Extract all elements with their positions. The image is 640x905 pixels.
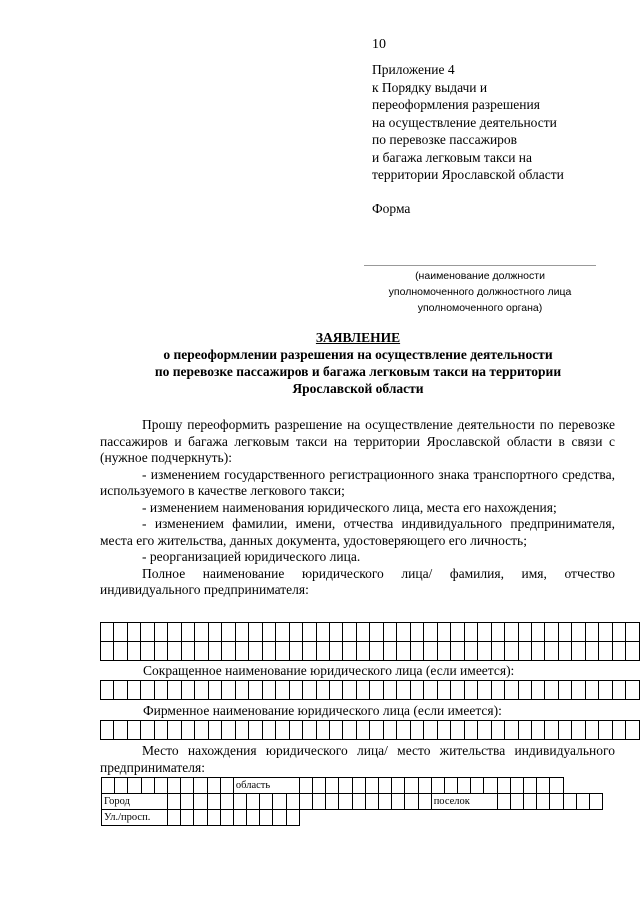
- letter-cell[interactable]: [464, 681, 477, 700]
- letter-cell[interactable]: [343, 642, 356, 661]
- letter-cell[interactable]: [141, 681, 154, 700]
- letter-cell[interactable]: [195, 623, 208, 642]
- letter-cell[interactable]: [383, 642, 396, 661]
- official-caption: [364, 268, 596, 316]
- letter-cell[interactable]: [505, 623, 518, 642]
- letter-cell[interactable]: [195, 642, 208, 661]
- address-row-city: [102, 794, 603, 810]
- region-label: область: [233, 778, 299, 794]
- letter-cell[interactable]: [572, 623, 585, 642]
- grid-row: [101, 642, 640, 661]
- letter-cell[interactable]: [397, 721, 410, 740]
- letter-cell[interactable]: [397, 642, 410, 661]
- letter-cell[interactable]: [303, 623, 316, 642]
- letter-cell[interactable]: [585, 721, 598, 740]
- letter-cell[interactable]: [558, 681, 571, 700]
- letter-cell[interactable]: [262, 681, 275, 700]
- letter-cell[interactable]: [101, 681, 114, 700]
- letter-cell[interactable]: [127, 681, 140, 700]
- appendix-line: Приложение 4: [372, 62, 455, 77]
- letter-cell[interactable]: [410, 642, 423, 661]
- letter-cell[interactable]: [329, 623, 342, 642]
- letter-cell[interactable]: [127, 721, 140, 740]
- letter-cell[interactable]: [127, 623, 140, 642]
- letter-cell[interactable]: [505, 681, 518, 700]
- letter-cell[interactable]: [208, 721, 221, 740]
- grid-row: [101, 681, 640, 700]
- letter-cell[interactable]: [491, 681, 504, 700]
- letter-cell[interactable]: [545, 681, 558, 700]
- letter-cell[interactable]: [410, 681, 423, 700]
- official-caption-line: уполномоченного должностного лица: [388, 286, 572, 298]
- letter-cell[interactable]: [222, 721, 235, 740]
- letter-cell[interactable]: [518, 681, 531, 700]
- city-label: Город: [102, 794, 168, 810]
- letter-cell[interactable]: [154, 721, 167, 740]
- letter-cell[interactable]: [612, 681, 625, 700]
- letter-cell[interactable]: [222, 642, 235, 661]
- letter-cell[interactable]: [599, 623, 612, 642]
- letter-cell[interactable]: [154, 642, 167, 661]
- letter-cell[interactable]: [410, 721, 423, 740]
- letter-cell[interactable]: [464, 623, 477, 642]
- request-paragraph: Прошу переоформить разрешение на осуществление деятельности по перевозке пассажиров и багажа легковым такси на территории Ярославской области в связи с (нужное подчеркнуть):: [100, 417, 615, 465]
- letter-cell[interactable]: [545, 623, 558, 642]
- letter-cell[interactable]: [235, 623, 248, 642]
- letter-cell[interactable]: [437, 623, 450, 642]
- letter-cell[interactable]: [222, 623, 235, 642]
- letter-cell[interactable]: [505, 642, 518, 661]
- letter-cell[interactable]: [235, 681, 248, 700]
- letter-cell[interactable]: [316, 642, 329, 661]
- letter-cell[interactable]: [262, 623, 275, 642]
- letter-cell[interactable]: [141, 642, 154, 661]
- letter-cell[interactable]: [424, 623, 437, 642]
- option-name-change[interactable]: - изменением наименования юридического лица, места его нахождения;: [142, 499, 557, 515]
- letter-cell[interactable]: [478, 721, 491, 740]
- letter-cell[interactable]: [518, 642, 531, 661]
- document-title: [100, 329, 616, 397]
- letter-cell[interactable]: [572, 642, 585, 661]
- firm-name-grid[interactable]: [100, 720, 640, 740]
- letter-cell[interactable]: [464, 721, 477, 740]
- address-row-street: [102, 810, 603, 826]
- letter-cell[interactable]: [181, 623, 194, 642]
- official-caption-line: (наименование должности: [415, 270, 545, 282]
- letter-cell[interactable]: [235, 721, 248, 740]
- appendix-line: территории Ярославской области: [372, 167, 564, 182]
- letter-cell[interactable]: [329, 642, 342, 661]
- letter-cell[interactable]: [545, 642, 558, 661]
- letter-cell[interactable]: [505, 721, 518, 740]
- letter-cell[interactable]: [451, 681, 464, 700]
- page-number: 10: [372, 37, 386, 52]
- letter-cell[interactable]: [558, 642, 571, 661]
- letter-cell[interactable]: [141, 623, 154, 642]
- appendix-line: по перевозке пассажиров: [372, 132, 518, 147]
- letter-cell[interactable]: [276, 642, 289, 661]
- letter-cell[interactable]: [491, 642, 504, 661]
- letter-cell[interactable]: [208, 642, 221, 661]
- letter-cell[interactable]: [195, 721, 208, 740]
- appendix-line: к Порядку выдачи и: [372, 79, 488, 95]
- letter-cell[interactable]: [289, 681, 302, 700]
- official-caption-line: уполномоченного органа): [417, 302, 543, 314]
- letter-cell[interactable]: [168, 721, 181, 740]
- letter-cell[interactable]: [154, 681, 167, 700]
- letter-cell[interactable]: [316, 623, 329, 642]
- letter-cell[interactable]: [181, 721, 194, 740]
- letter-cell[interactable]: [316, 681, 329, 700]
- letter-cell[interactable]: [208, 623, 221, 642]
- letter-cell[interactable]: [612, 623, 625, 642]
- letter-cell[interactable]: [101, 721, 114, 740]
- letter-cell[interactable]: [383, 721, 396, 740]
- letter-cell[interactable]: [356, 623, 369, 642]
- grid-row: [101, 721, 640, 740]
- letter-cell[interactable]: [262, 642, 275, 661]
- letter-cell[interactable]: [343, 681, 356, 700]
- letter-cell[interactable]: [208, 681, 221, 700]
- letter-cell[interactable]: [532, 721, 545, 740]
- letter-cell[interactable]: [397, 681, 410, 700]
- letter-cell[interactable]: [249, 642, 262, 661]
- letter-cell[interactable]: [585, 642, 598, 661]
- short-name-grid[interactable]: [100, 680, 640, 700]
- letter-cell[interactable]: [356, 721, 369, 740]
- grid-row: [101, 623, 640, 642]
- letter-cell[interactable]: [626, 623, 640, 642]
- letter-cell[interactable]: [626, 681, 640, 700]
- letter-cell[interactable]: [276, 623, 289, 642]
- letter-cell[interactable]: [114, 681, 127, 700]
- letter-cell[interactable]: [154, 623, 167, 642]
- letter-cell[interactable]: [141, 721, 154, 740]
- letter-cell[interactable]: [356, 642, 369, 661]
- letter-cell[interactable]: [410, 623, 423, 642]
- letter-cell[interactable]: [329, 681, 342, 700]
- location-label-block: [100, 743, 615, 776]
- option-plate-change[interactable]: - изменением государственного регистрационного знака транспортного средства, используемого в качестве легкового такси;: [100, 466, 615, 498]
- option-reorganization[interactable]: - реорганизацией юридического лица.: [142, 549, 361, 564]
- letter-cell[interactable]: [599, 721, 612, 740]
- letter-cell[interactable]: [464, 642, 477, 661]
- letter-cell[interactable]: [195, 681, 208, 700]
- letter-cell[interactable]: [222, 681, 235, 700]
- appendix-header: [372, 61, 564, 184]
- letter-cell[interactable]: [276, 681, 289, 700]
- letter-cell[interactable]: [424, 681, 437, 700]
- address-grid[interactable]: [101, 777, 603, 826]
- firm-name-label: Фирменное наименование юридического лица (если имеется):: [143, 703, 502, 718]
- statement-body: [100, 417, 615, 599]
- address-row-region: [102, 778, 603, 794]
- letter-cell[interactable]: [545, 721, 558, 740]
- letter-cell[interactable]: [478, 681, 491, 700]
- letter-cell[interactable]: [518, 721, 531, 740]
- short-name-label: Сокращенное наименование юридического лица (если имеется):: [143, 663, 515, 678]
- official-signature-line: [364, 265, 596, 266]
- letter-cell[interactable]: [585, 681, 598, 700]
- letter-cell[interactable]: [370, 642, 383, 661]
- appendix-line: и багажа легковым такси на: [372, 149, 533, 165]
- letter-cell[interactable]: [424, 721, 437, 740]
- letter-cell[interactable]: [451, 721, 464, 740]
- letter-cell[interactable]: [370, 681, 383, 700]
- title-line: по перевозке пассажиров и багажа легковым такси на территории: [154, 364, 562, 379]
- letter-cell[interactable]: [289, 623, 302, 642]
- full-name-label: Полное наименование юридического лица/ фамилия, имя, отчество индивидуального предпринимателя:: [100, 565, 615, 597]
- letter-cell[interactable]: [101, 642, 114, 661]
- title-main: ЗАЯВЛЕНИЕ: [315, 330, 401, 345]
- letter-cell[interactable]: [316, 721, 329, 740]
- letter-cell[interactable]: [585, 623, 598, 642]
- letter-cell[interactable]: [303, 642, 316, 661]
- letter-cell[interactable]: [383, 681, 396, 700]
- letter-cell[interactable]: [127, 642, 140, 661]
- location-label: Место нахождения юридического лица/ место жительства индивидуального предпринимателя:: [100, 743, 615, 775]
- option-entrepreneur-change[interactable]: - изменением фамилии, имени, отчества индивидуального предпринимателя, места его жительства, данных документа, удостоверяющего его личность;: [100, 516, 615, 548]
- letter-cell[interactable]: [343, 721, 356, 740]
- letter-cell[interactable]: [518, 623, 531, 642]
- letter-cell[interactable]: [599, 681, 612, 700]
- letter-cell[interactable]: [437, 721, 450, 740]
- letter-cell[interactable]: [397, 623, 410, 642]
- letter-cell[interactable]: [356, 681, 369, 700]
- letter-cell[interactable]: [181, 681, 194, 700]
- letter-cell[interactable]: [626, 721, 640, 740]
- letter-cell[interactable]: [478, 642, 491, 661]
- letter-cell[interactable]: [370, 721, 383, 740]
- letter-cell[interactable]: [572, 721, 585, 740]
- letter-cell[interactable]: [168, 642, 181, 661]
- street-label: Ул./просп.: [102, 810, 168, 826]
- letter-cell[interactable]: [451, 623, 464, 642]
- letter-cell[interactable]: [168, 681, 181, 700]
- letter-cell[interactable]: [303, 721, 316, 740]
- letter-cell[interactable]: [276, 721, 289, 740]
- letter-cell[interactable]: [370, 623, 383, 642]
- letter-cell[interactable]: [626, 642, 640, 661]
- form-label: Форма: [372, 201, 411, 216]
- letter-cell[interactable]: [303, 681, 316, 700]
- letter-cell[interactable]: [558, 623, 571, 642]
- letter-cell[interactable]: [168, 623, 181, 642]
- letter-cell[interactable]: [289, 642, 302, 661]
- letter-cell[interactable]: [532, 681, 545, 700]
- letter-cell[interactable]: [437, 681, 450, 700]
- full-name-grid[interactable]: [100, 622, 640, 661]
- letter-cell[interactable]: [262, 721, 275, 740]
- appendix-line: на осуществление деятельности: [372, 114, 557, 130]
- letter-cell[interactable]: [114, 642, 127, 661]
- letter-cell[interactable]: [437, 642, 450, 661]
- letter-cell[interactable]: [249, 721, 262, 740]
- title-line: Ярославской области: [292, 381, 424, 396]
- letter-cell[interactable]: [343, 623, 356, 642]
- letter-cell[interactable]: [572, 681, 585, 700]
- letter-cell[interactable]: [424, 642, 437, 661]
- letter-cell[interactable]: [181, 642, 194, 661]
- letter-cell[interactable]: [532, 623, 545, 642]
- letter-cell[interactable]: [478, 623, 491, 642]
- letter-cell[interactable]: [532, 642, 545, 661]
- settlement-label: поселок: [431, 794, 497, 810]
- letter-cell[interactable]: [491, 721, 504, 740]
- letter-cell[interactable]: [383, 623, 396, 642]
- letter-cell[interactable]: [599, 642, 612, 661]
- letter-cell[interactable]: [114, 623, 127, 642]
- letter-cell[interactable]: [491, 623, 504, 642]
- letter-cell[interactable]: [289, 721, 302, 740]
- appendix-line: переоформления разрешения: [372, 97, 540, 112]
- letter-cell[interactable]: [612, 721, 625, 740]
- letter-cell[interactable]: [612, 642, 625, 661]
- letter-cell[interactable]: [558, 721, 571, 740]
- letter-cell[interactable]: [249, 681, 262, 700]
- letter-cell[interactable]: [329, 721, 342, 740]
- letter-cell[interactable]: [451, 642, 464, 661]
- title-line: о переоформлении разрешения на осуществление деятельности: [163, 347, 553, 362]
- letter-cell[interactable]: [249, 623, 262, 642]
- letter-cell[interactable]: [114, 721, 127, 740]
- letter-cell[interactable]: [101, 623, 114, 642]
- letter-cell[interactable]: [235, 642, 248, 661]
